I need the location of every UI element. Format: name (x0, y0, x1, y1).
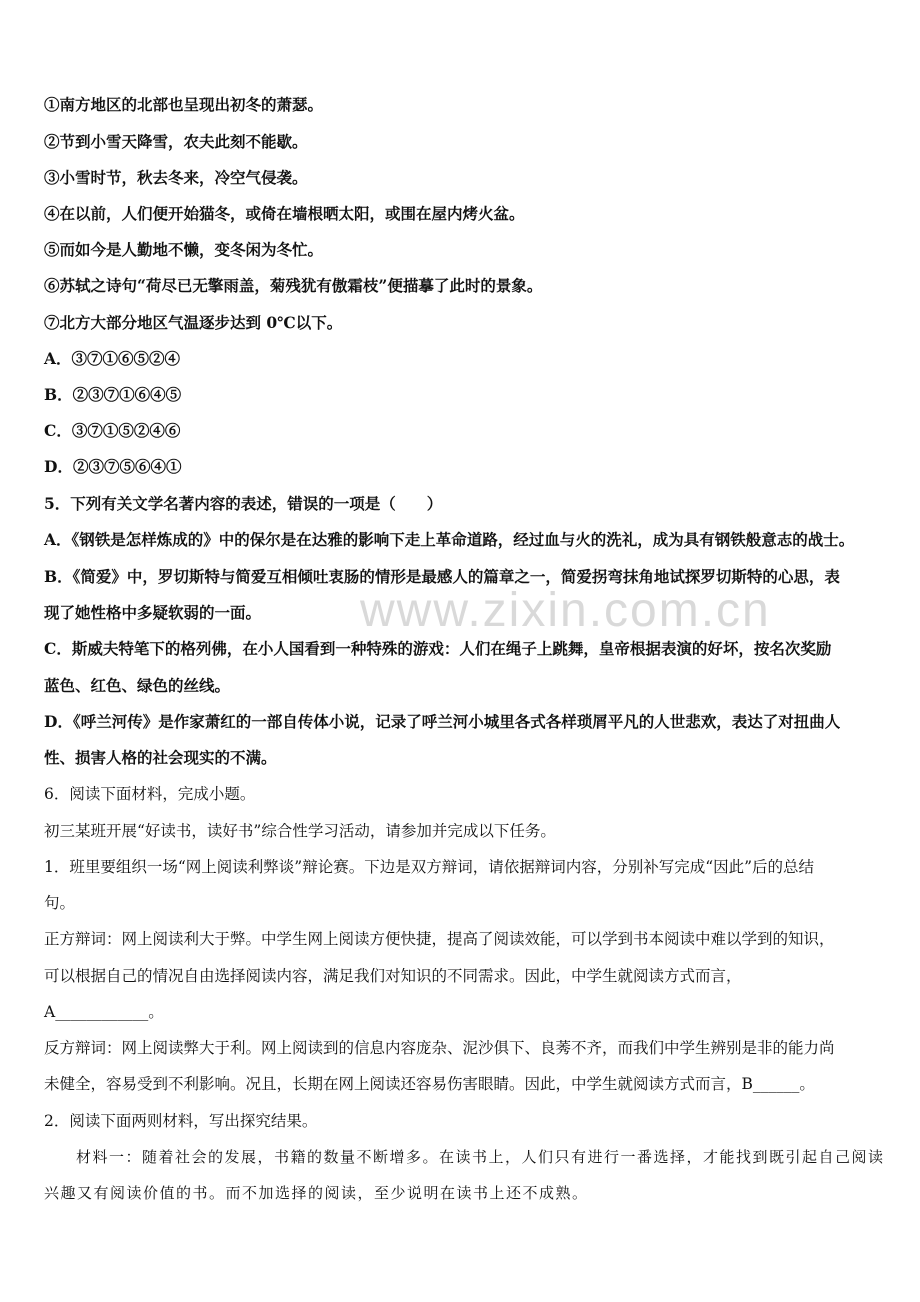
pro-argument-line2: 可以根据自己的情况自由选择阅读内容，满足我们对知识的不同需求。因此，中学生就阅读方式而言， (44, 967, 742, 985)
material-1-line2: 兴趣又有阅读价值的书。而不加选择的阅读，至少说明在读书上还不成熟。 (44, 1184, 589, 1202)
q5-option-d-line1: D．《呼兰河传》是作家萧红的一部自传体小说，记录了呼兰河小城里各式各样琐屑平凡的人世悲欢，表达了对扭曲人 (44, 712, 841, 731)
sentence-item-5: ⑤而如今是人勤地不懒，变冬闲为冬忙。 (44, 240, 324, 259)
q6-stem: 6．阅读下面材料，完成小题。 (44, 785, 256, 803)
pro-argument-line1: 正方辩词：网上阅读利大于弊。中学生网上阅读方便快捷，提高了阅读效能，可以学到书本阅读中难以学到的知识， (44, 930, 835, 948)
sentence-item-4: ④在以前，人们便开始猫冬，或倚在墙根晒太阳，或围在屋内烤火盆。 (44, 204, 525, 223)
material-1-line1: 材料一：随着社会的发展，书籍的数量不断增多。在读书上，人们只有进行一番选择，才能找到既引起自己阅读 (76, 1148, 885, 1166)
sentence-item-2: ②节到小雪天降雪，农夫此刻不能歇。 (44, 132, 308, 151)
q5-option-d-line2: 性、损害人格的社会现实的不满。 (44, 748, 277, 767)
sentence-item-7: ⑦北方大部分地区气温逐步达到 0℃以下。 (44, 313, 343, 332)
q4-option-d: D．②③⑦⑤⑥④① (44, 457, 182, 476)
q5-option-c-line2: 蓝色、红色、绿色的丝线。 (44, 676, 231, 695)
q5-option-a: A．《钢铁是怎样炼成的》中的保尔是在达雅的影响下走上革命道路，经过血与火的洗礼，成为具有钢铁般意志的战士。 (44, 530, 855, 549)
q5-option-c-line1: C．斯威夫特笔下的格列佛，在小人国看到一种特殊的游戏：人们在绳子上跳舞，皇帝根据表演的好坏，按名次奖励 (44, 639, 832, 658)
q6-task1-line1: 1．班里要组织一场“网上阅读利弊谈”辩论赛。下边是双方辩词，请依据辩词内容，分别补写完成“因此”后的总结 (44, 858, 815, 876)
sentence-item-6: ⑥苏轼之诗句“荷尽已无擎雨盖，菊残犹有傲霜枝”便描摹了此时的景象。 (44, 276, 543, 295)
q6-task1-line2: 句。 (44, 894, 76, 912)
q6-intro: 初三某班开展“好读书，读好书”综合性学习活动，请参加并完成以下任务。 (44, 822, 556, 840)
con-argument-line2: 未健全，容易受到不利影响。况且，长期在网上阅读还容易伤害眼睛。因此，中学生就阅读方式而言，B______。 (44, 1075, 815, 1093)
watermark: www.zixin.com.cn (360, 584, 771, 637)
q5-option-b-line2: 现了她性格中多疑软弱的一面。 (44, 603, 262, 622)
q4-option-b: B．②③⑦①⑥④⑤ (44, 385, 182, 404)
q6-task2: 2．阅读下面两则材料，写出探究结果。 (44, 1112, 318, 1130)
q5-stem: 5．下列有关文学名著内容的表述，错误的一项是（ ） (44, 494, 443, 513)
sentence-item-1: ①南方地区的北部也呈现出初冬的萧瑟。 (44, 95, 324, 114)
q4-option-c: C．③⑦①⑤②④⑥ (44, 421, 181, 440)
con-argument-line1: 反方辩词：网上阅读弊大于利。网上阅读到的信息内容庞杂、泥沙俱下、良莠不齐，而我们中学生辨别是非的能力尚 (44, 1039, 835, 1057)
sentence-item-3: ③小雪时节，秋去冬来，冷空气侵袭。 (44, 168, 308, 187)
blank-a: A____________。 (44, 1003, 164, 1021)
q5-option-b-line1: B．《简爱》中，罗切斯特与简爱互相倾吐衷肠的情形是最感人的篇章之一，简爱拐弯抹角地试探罗切斯特的心思，表 (44, 567, 840, 586)
q4-option-a: A．③⑦①⑥⑤②④ (44, 349, 181, 368)
